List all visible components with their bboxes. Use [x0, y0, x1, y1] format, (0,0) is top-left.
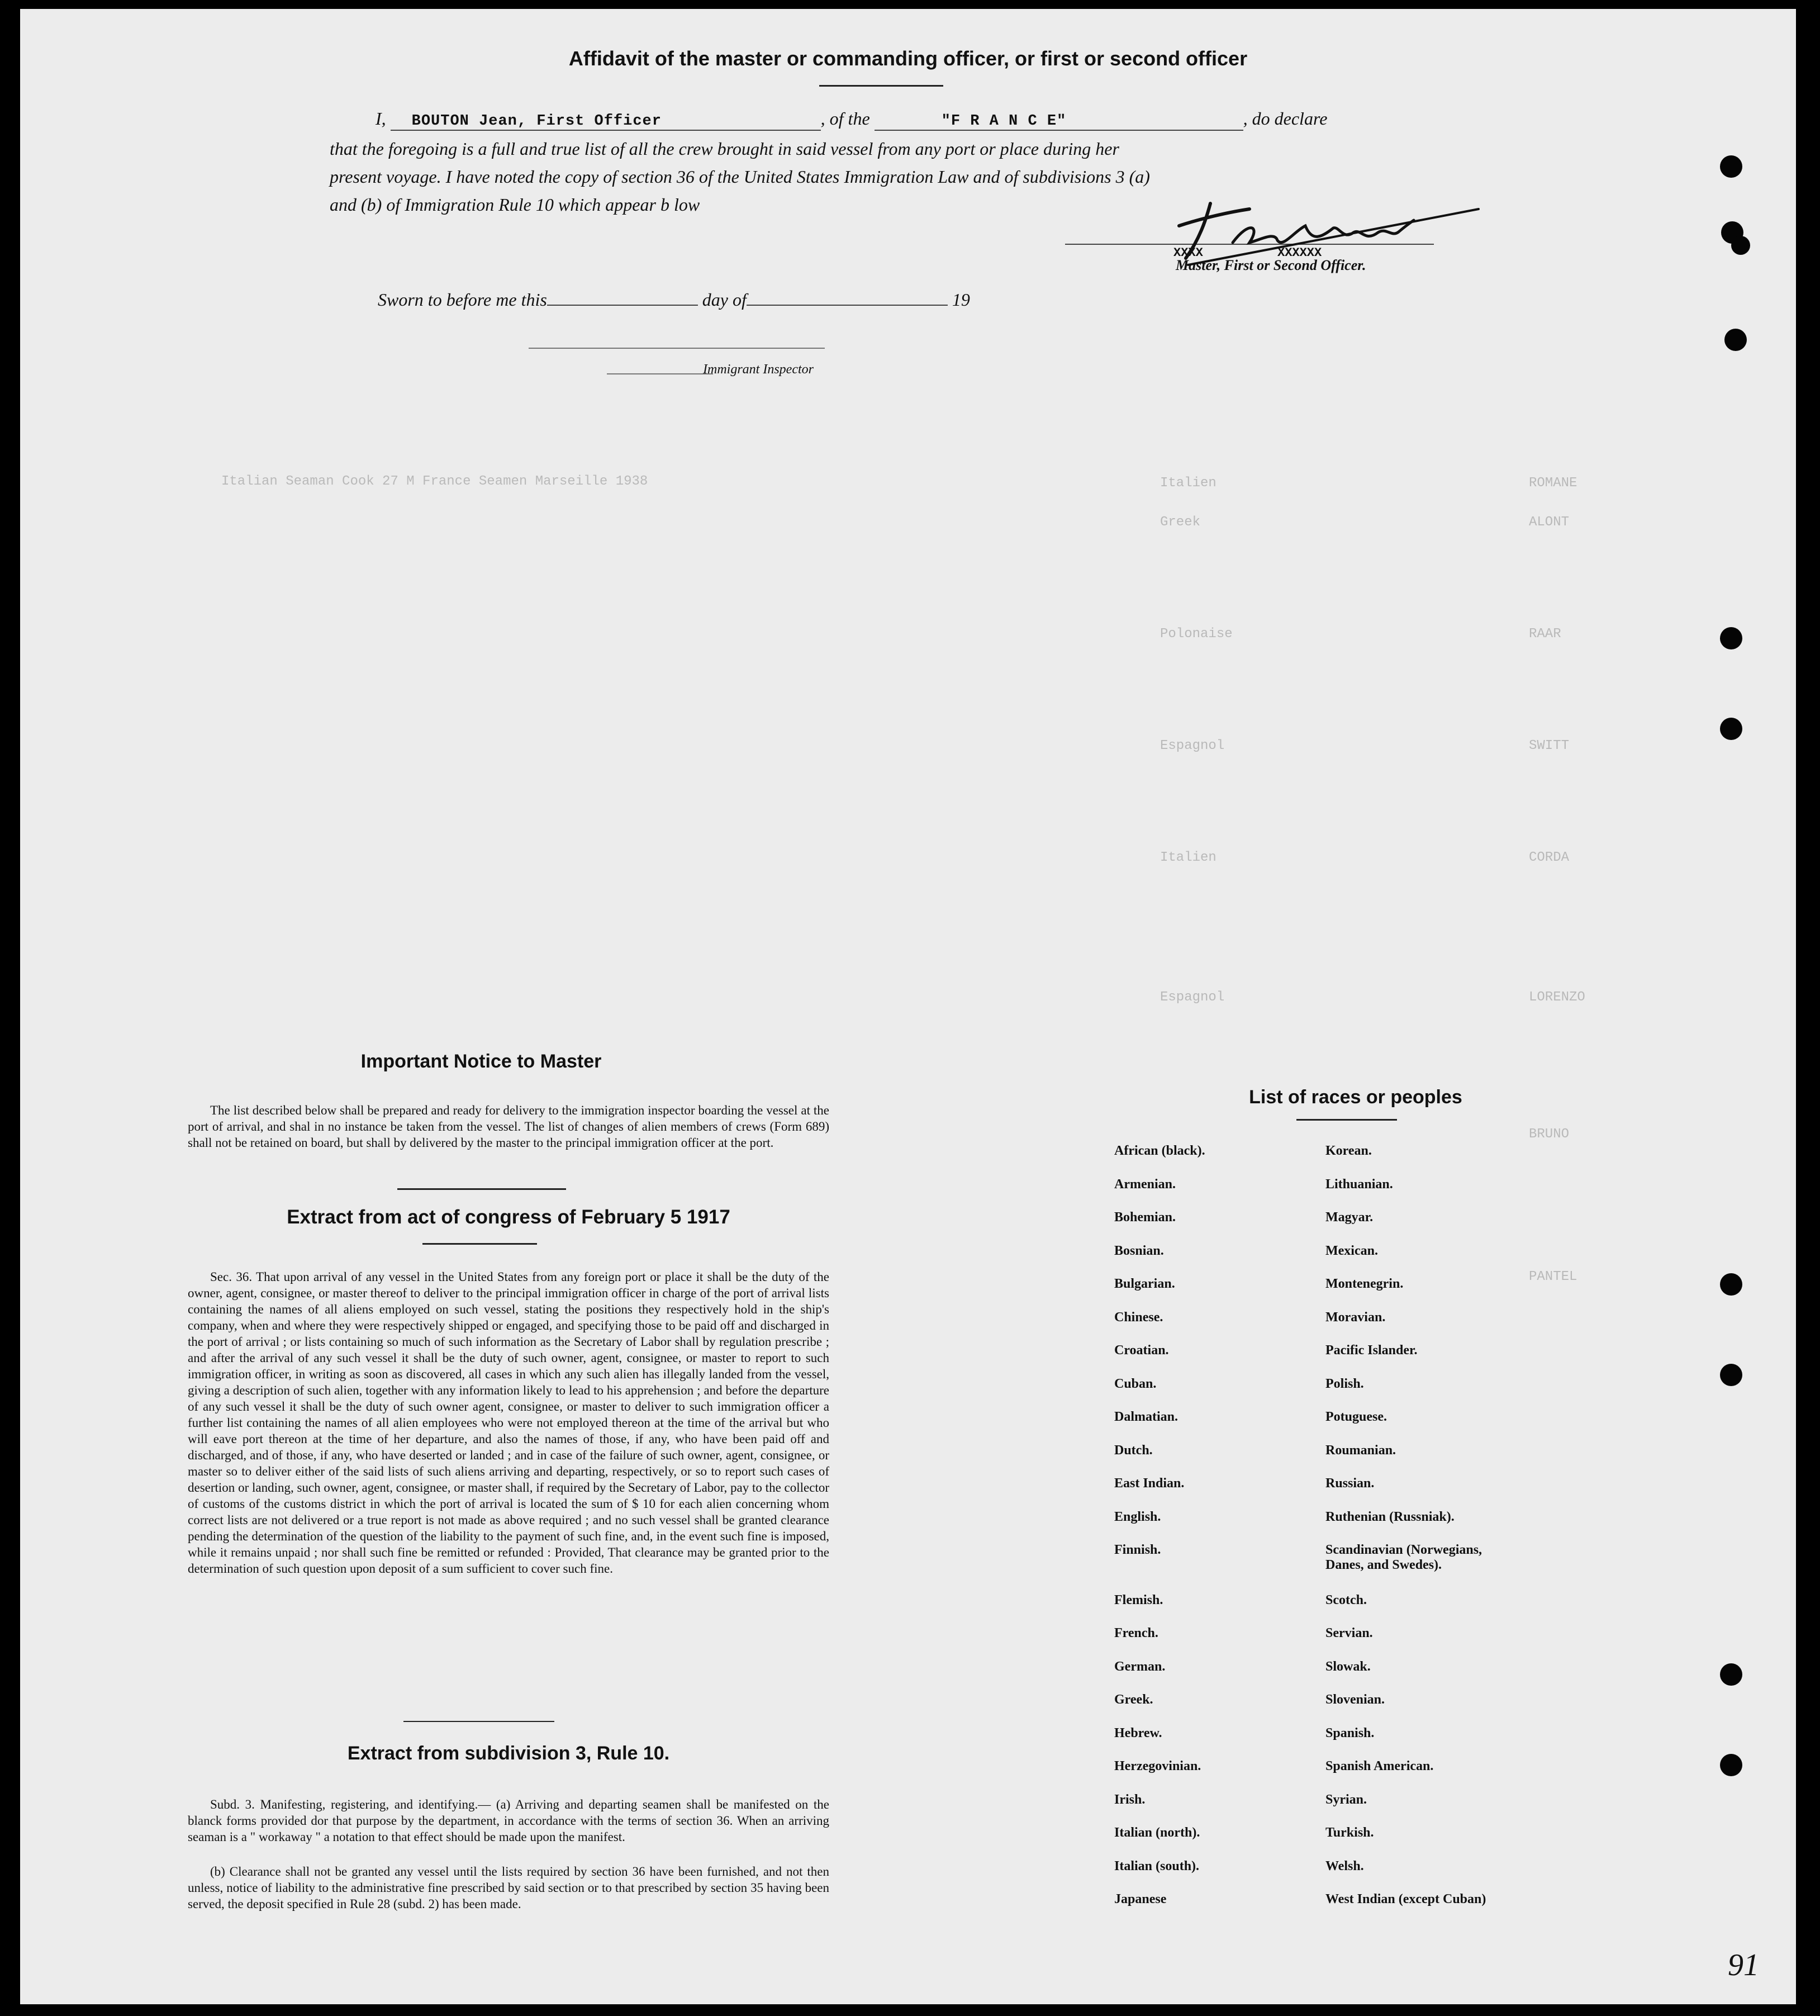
race-item-right: Welsh.	[1325, 1858, 1364, 1873]
inspector-label: Immigrant Inspector	[703, 362, 814, 377]
race-item-left: Flemish.	[1114, 1592, 1163, 1607]
race-item-left: Italian (north).	[1114, 1825, 1200, 1840]
race-item-left: Bosnian.	[1114, 1243, 1164, 1258]
race-item-right: Magyar.	[1325, 1210, 1374, 1225]
vessel-field	[875, 108, 1243, 131]
binder-hole	[1720, 1754, 1742, 1776]
race-item-left: Italian (south).	[1114, 1858, 1200, 1873]
sworn-day-field	[547, 305, 698, 306]
race-item-right: Scandinavian (Norwegians, Danes, and Swedes).	[1325, 1543, 1482, 1572]
page-number-mark: 91	[1728, 1948, 1759, 1982]
race-item-right: Servian.	[1325, 1626, 1373, 1640]
race-item-left: Herzegovinian.	[1114, 1759, 1201, 1773]
inspector-dash	[607, 373, 713, 374]
binder-hole	[1720, 627, 1742, 649]
affidavit-title: Affidavit of the master or commanding officer, or first or second officer	[568, 47, 1248, 70]
declaration-line-1	[376, 108, 1327, 131]
struck-text-right: XXXXXX	[1277, 246, 1322, 260]
race-item-left: African (black).	[1114, 1144, 1205, 1158]
race-item-left: Bulgarian.	[1114, 1277, 1175, 1291]
races-rule	[1296, 1119, 1397, 1121]
race-item-left: English.	[1114, 1509, 1161, 1524]
race-item-right: Slovenian.	[1325, 1692, 1385, 1707]
race-item-right: Moravian.	[1325, 1310, 1386, 1325]
race-item-left: Chinese.	[1114, 1310, 1163, 1325]
race-item-right: Montenegrin.	[1325, 1277, 1404, 1291]
rule-para-a: Subd. 3. Manifesting, registering, and identifying.— (a) Arriving and departing seamen shall be manifested on the blanck forms provided dor that purpose by the department, in accordance with the terms of section 36. When an arriving seaman is a " workaway " a notation to that effect should be made upon the manifest.	[188, 1797, 829, 1844]
race-item-right: Potuguese.	[1325, 1410, 1387, 1424]
notice-title: Important Notice to Master	[360, 1051, 602, 1072]
declarant-prefix: I,	[376, 108, 386, 129]
race-item-right: West Indian (except Cuban)	[1325, 1892, 1486, 1906]
race-item-left: Japanese	[1114, 1892, 1167, 1906]
vessel-name: "F R A N C E"	[941, 113, 1067, 130]
year-prefix: 19	[952, 290, 970, 310]
declarant-field	[391, 108, 821, 131]
act-title: Extract from act of congress of February 5 1917	[287, 1206, 730, 1228]
inspector-signature-line	[529, 348, 825, 349]
race-item-right: Korean.	[1325, 1144, 1372, 1158]
race-item-left: Bohemian.	[1114, 1210, 1176, 1225]
declaration-line-3: present voyage. I have noted the copy of section 36 of the United States Immigration Law and of subdivisions 3 (a)	[330, 167, 1150, 187]
rule-para-b: (b) Clearance shall not be granted any vessel until the lists required by section 36 have been furnished, and not then unless, notice of liability to the administrative fine prescribed by said section or to that prescribed by section 35 having been served, the deposit specified in Rule 28 (subd. 2) has been made.	[188, 1865, 829, 1911]
binder-hole	[1720, 1273, 1742, 1296]
race-item-right: Spanish.	[1325, 1725, 1375, 1740]
signature-caption: Master, First or Second Officer.	[1176, 257, 1366, 273]
declaration-line-2: that the foregoing is a full and true list of all the crew brought in said vessel from any port or place during her	[330, 139, 1119, 159]
race-item-right: Roumanian.	[1325, 1443, 1396, 1458]
binder-hole	[1731, 236, 1750, 255]
race-item-right: Syrian.	[1325, 1792, 1367, 1807]
race-item-left: Finnish.	[1114, 1543, 1161, 1557]
do-declare-label: , do declare	[1243, 108, 1328, 129]
race-item-right: Lithuanian.	[1325, 1177, 1393, 1192]
rule-title: Extract from subdivision 3, Rule 10.	[347, 1743, 670, 1764]
binder-hole	[1720, 1364, 1742, 1386]
race-item-left: East Indian.	[1114, 1476, 1185, 1491]
sworn-line	[378, 290, 970, 310]
binder-hole	[1720, 155, 1742, 178]
race-item-left: French.	[1114, 1626, 1158, 1640]
binder-hole	[1724, 329, 1747, 351]
race-item-right: Scotch.	[1325, 1592, 1367, 1607]
struck-text-left: XXXX	[1173, 246, 1203, 260]
race-item-left: Armenian.	[1114, 1177, 1176, 1192]
race-item-right: Spanish American.	[1325, 1759, 1434, 1773]
manifest-page: Italian Seaman Cook 27 M France Seamen Marseille 1938 Italien ROMANE Greek ALONT Polonaise RAAR Espagnol SWITT Italien CORDA Espagnol LORENZO BRUNO PANTEL Affidavit of the master or commanding officer, or first or second officer I, BOUTON Jean, First Officer , of the "F R A N C E" , do declare that the foregoing is a full and true list of all the crew brought in said vessel from any port or place during her present voyage. I have noted the copy of section 36 of the United States Immigration Law and of subdivisions 3 (a) and (b) of Immigration Rule 10 which appear b low XXXX XXXXXX Master, First or Second Officer. Sworn to before me this day of 19 Immigrant Inspector Important Notice to Master The list described below shall be prepared and ready for delivery to the immigration inspector boarding the vessel at the port of arrival, and shal in no instance be taken from the vessel. The list of changes of alien members of crews (Form 689) shall not be retained on board, but shall by delivered by the master to the principal immigration officer at the port. Extract from act of congress of February 5 1917 Sec. 36. That upon arrival of any vessel in the United States from any foreign port or place it shall be the duty of the owner, agent, consignee, or master thereof to deliver to the principal immigration officer in charge of the port of arrival lists containing the names of all aliens employed on such vessel, stating the positions they respectively hold in the ship's company, when and where they were respectively shipped or engaged, and specifying those to be paid off and discharged in the port of arrival ; or lists containing so much of such information as the Secretary of Labor shall by regulation prescribe ; and after the arrival of any such vessel it shall be the duty of such owner, agent, consignee, or master to report to such immigration officer, in writing as soon as discovered, all cases in which any such alien has illegally landed from the vessel, giving a description of such alien, together with any information likely to lead to his apprehension ; and before the departure of any such vessel it shall be the duty of such owner agent, consignee, or master to deliver to such immigration officer a further list containing the names of all alien employees who were not employed thereon at the time of the arrival but who will eave port thereon at the time of her departure, and also the names of those, if any, who have been paid off and discharged, and of those, if any, who have deserted or landed ; and in case of the failure of such owner, agent, consignee, or master so to deliver either of the said lists of such aliens arriving and departing, respectively, or so to report such cases of desertion or landing, such owner, agent, consignee, or master shall, if required by the Secretary of Labor, pay to the collector of customs of the customs district in which the port of arrival is located the sum of $ 10 for each alien concerning whom correct lists are not delivered or a true report is not made as above required ; and no such vessel shall be granted clearance pending the determination of the question of the liability to the payment of such fine, and, in the event such fine is imposed, while it remains unpaid ; nor shall such fine be remitted or refunded : Provided, That clearance may be granted prior to the determination of such question upon deposit of a sum sufficient to cover such fine. Extract from subdivision 3, Rule 10. Subd. 3. Manifesting, registering, and identifying.— (a) Arriving and departing seamen shall be manifested on the blanck forms provided dor that purpose by the department, in accordance with the terms of section 36. When an arriving seaman is a " workaway " a notation to that effect should be made upon the manifest. (b) Clearance shall not be granted any vessel until the lists required by section 36 have been furnished, and not then unless, notice of liability to the administrative fine prescribed by said section or to that prescribed by section 35 having been served, the deposit specified in Rule 28 (subd. 2) has been made. List of races or peoples 91 African (black). Armenian. Bohemian. Bosnian. Bulgarian. Chinese. Croatian. Cuban. Dalmatian. Dutch. East Indian. English. Finnish. Flemish. French. German. Greek. Hebrew. Herzegovinian. Irish. Italian (north). Italian (south). Japanese Korean. Lithuanian. Magyar. Mexican. Montenegrin. Moravian. Pacific Islander. Polish. Potuguese. Roumanian. Russian. Ruthenian (Russniak). Scandinavian (Norwegians, Danes, and Swedes). Scotch. Servian. Slowak. Slovenian. Spanish. Spanish American. Syrian. Turkish. Welsh. West Indian (except Cuban)	[20, 9, 1796, 2004]
race-item-left: Greek.	[1114, 1692, 1153, 1707]
act-text: Sec. 36. That upon arrival of any vessel in the United States from any foreign port or place it shall be the duty of the owner, agent, consignee, or master thereof to deliver to the principal immigration officer in charge of the port of arrival lists containing the names of all aliens employed on such vessel, stating the positions they respectively hold in the ship's company, when and where they were respectively shipped or engaged, and specifying those to be paid off and discharged in the port of arrival ; or lists containing so much of such information as the Secretary of Labor shall by regulation prescribe ; and after the arrival of any such vessel it shall be the duty of such owner, agent, consignee, or master to report to such immigration officer, in writing as soon as discovered, all cases in which any such alien has illegally landed from the vessel, giving a description of such alien, together with any information likely to lead to his apprehension ; and before the departure of any such vessel it shall be the duty of such owner agent, consignee, or master to deliver to such immigration officer a further list containing the names of all alien employees who were not employed thereon at the time of the arrival but who will eave port thereon at the time of her departure, and also the names of those, if any, who have been paid off and discharged, and of those, if any, who have deserted or landed ; and in case of the failure of such owner, agent, consignee, or master so to deliver either of the said lists of such aliens arriving and departing, respectively, or so to report such cases of desertion or landing, such owner, agent, consignee, or master shall, if required by the Secretary of Labor, pay to the collector of customs of the customs district in which the port of arrival is located the sum of $ 10 for each alien concerning whom correct lists are not delivered or a true report is not made as above required ; and no such vessel shall be granted clearance pending the determination of the question of the liability to the payment of such fine, and, in the event such fine is imposed, while it remains unpaid ; nor shall such fine be remitted or refunded : Provided, That clearance may be granted prior to the determination of such question upon deposit of a sum sufficient to cover such fine.	[188, 1270, 829, 1576]
binder-hole	[1720, 718, 1742, 740]
race-item-left: Dutch.	[1114, 1443, 1153, 1458]
race-item-right: Pacific Islander.	[1325, 1343, 1418, 1358]
race-item-left: Cuban.	[1114, 1376, 1157, 1391]
races-title: List of races or peoples	[1249, 1087, 1462, 1108]
of-the-label: , of the	[820, 108, 870, 129]
day-of-label: day of	[702, 290, 747, 310]
rule-separator	[403, 1721, 554, 1722]
race-item-right: Slowak.	[1325, 1659, 1371, 1674]
race-item-right: Turkish.	[1325, 1825, 1374, 1840]
sworn-label: Sworn to before me this	[378, 290, 547, 310]
notice-rule	[397, 1188, 566, 1190]
race-item-right: Mexican.	[1325, 1243, 1378, 1258]
title-rule	[819, 85, 943, 87]
race-item-left: German.	[1114, 1659, 1166, 1674]
race-item-right: Russian.	[1325, 1476, 1375, 1491]
notice-text: The list described below shall be prepared and ready for delivery to the immigration inspector boarding the vessel at the port of arrival, and shal in no instance be taken from the vessel. The list of changes of alien members of crews (Form 689) shall not be retained on board, but shall by delivered by the master to the principal immigration officer at the port.	[188, 1103, 829, 1150]
race-item-left: Hebrew.	[1114, 1725, 1162, 1740]
declarant-name: BOUTON Jean, First Officer	[411, 113, 662, 130]
race-item-right: Ruthenian (Russniak).	[1325, 1509, 1455, 1524]
act-rule	[422, 1243, 537, 1245]
race-item-left: Irish.	[1114, 1792, 1146, 1807]
race-item-left: Dalmatian.	[1114, 1410, 1178, 1424]
binder-hole	[1720, 1663, 1742, 1686]
sworn-month-field	[747, 305, 948, 306]
race-item-right: Polish.	[1325, 1376, 1364, 1391]
declaration-line-4: and (b) of Immigration Rule 10 which appear b low	[330, 195, 700, 215]
race-item-left: Croatian.	[1114, 1343, 1169, 1358]
